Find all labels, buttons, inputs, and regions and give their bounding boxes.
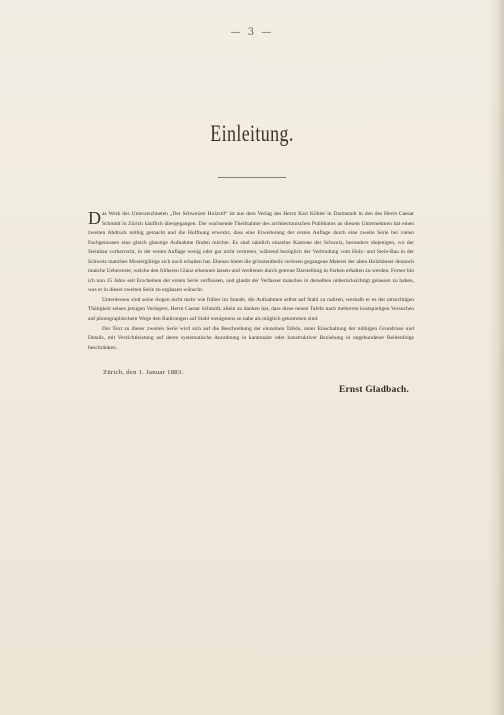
paragraph-3: Der Text zu dieser zweiten Serie wird sich auf die Beschreibung der einzelnen Tafeln, unter Einschaltung der nöthigen Grundrisse und Details, mit Verzichtleistung auf deren systematische Anordnung in kantonaler oder konstruktiver Beziehung in ungebundener Reihenfolge beschränken. bbox=[88, 325, 414, 351]
introduction-body bbox=[88, 210, 414, 353]
drop-cap: D bbox=[88, 208, 101, 228]
page-title: Einleitung. bbox=[210, 121, 294, 146]
author-signature: Ernst Gladbach. bbox=[339, 385, 410, 395]
place-date-line: Zürich, den 1. Januar 1883. bbox=[103, 369, 184, 376]
page-edge-shadow bbox=[488, 0, 504, 715]
paragraph-2: Unterdessen sind seine Augen nicht mehr wie früher im Stande, die Aufnahmen selbst auf Stahl zu radiren, weshalb er es der umsichtigen Thätigkeit seines jetzigen Verlegers, Herrn Caesar Schmidt, allein zu danken hat, dass diese neuen Tafeln nach mehreren kostspieligen Versuchen auf photographischem Wege den Radirungen auf Stahl wenigstens so nahe als möglich gekommen sind. bbox=[88, 296, 414, 323]
title-divider bbox=[218, 177, 286, 178]
page-number: — 3 — bbox=[230, 27, 274, 38]
paragraph-1 bbox=[88, 210, 414, 296]
paragraph-1-text: as Werk des Unterzeichneten „Der Schweizer Holzstil“ ist aus dem Verlag des Herrn Karl Köhler in Darmstadt in den des Herrn Caesar Schmidt in Zürich käuflich übergegangen. Die wachsende Theilnahme des architectonischen Publikums an diesem Unternehmen hat einen zweiten Abdruck nöthig gemacht und die Hoffnung erweckt, dass eine Erweiterung der ersten Auflage durch eine zweite Serie bei vielen Fachgenossen eine gleich günstige Aufnahme finden möchte. Es sind nämlich einzelne Kantone der Schweiz, besonders diejenigen, wo der Steinbau vorherrscht, in der ersten Auflage wenig oder gar nicht vertreten, während bezüglich der Verbindung vom Holz- und Stein-Bau in der Schweiz manches Mustergültige sich noch erhalten hat. Ebenso bietet die grösstentheils verloren gegangene Malerei der alten Holzhäuser dennoch manche Ueberreste, welche den früheren Glanz erkennen lassen und verdienen durch getreue Darstellung in Farben erhalten zu werden. Ferner bin ich nun 15 Jahre seit Erscheinen der ersten Serie verflossen, und glaubt der Verfasser manches in derselben unberücksichtigt gelassen zu haben, was er in dieser zweiten Serie zu ergänzen wünscht. bbox=[88, 211, 414, 294]
